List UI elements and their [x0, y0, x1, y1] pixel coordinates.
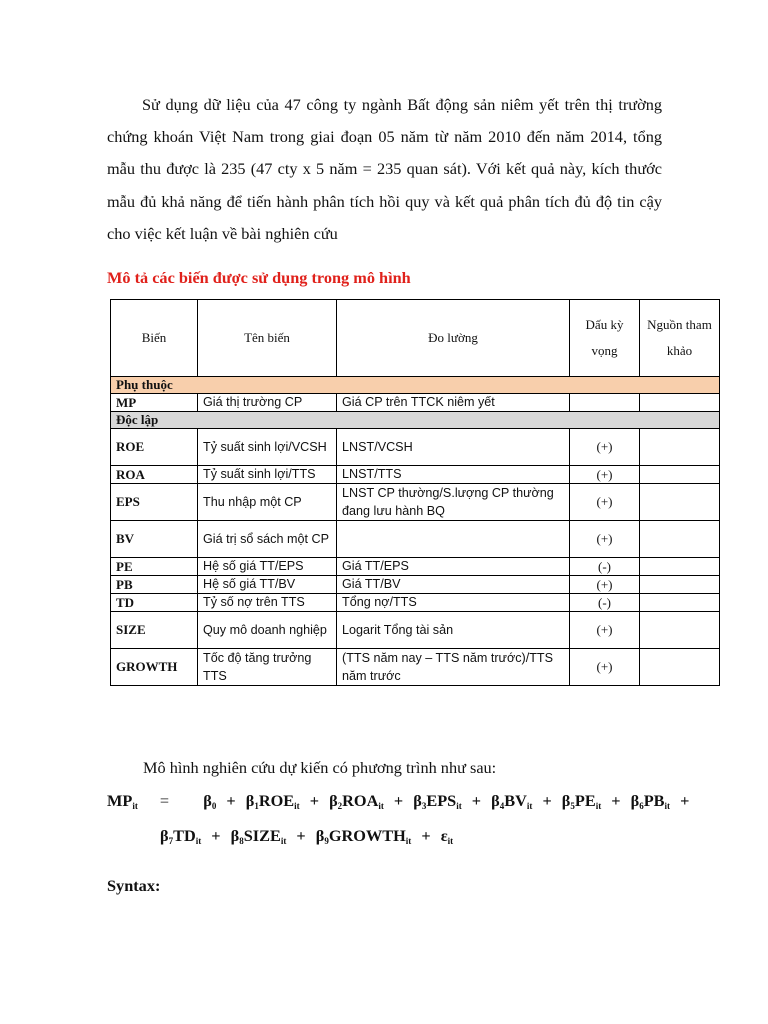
var-sign	[570, 394, 640, 412]
var-sign: (+)	[570, 649, 640, 686]
var-source	[640, 521, 720, 558]
variables-table	[110, 299, 720, 686]
model-intro: Mô hình nghiên cứu dự kiến có phương trình như sau:	[143, 758, 497, 777]
var-source	[640, 484, 720, 521]
var-sign: (+)	[570, 466, 640, 484]
var-source	[640, 394, 720, 412]
var-name: Tốc độ tăng trưởng TTS	[198, 649, 337, 686]
var-code: TD	[111, 594, 198, 612]
var-code: SIZE	[111, 612, 198, 649]
table-row	[111, 594, 720, 612]
syntax-label: Syntax:	[107, 876, 161, 895]
equation-line-2: $\beta_7TD_{it}$ + $\beta_8SIZE_{it}$ + $\beta_9GROWTH_{it} + \varepsilon_{it}$	[160, 826, 454, 846]
table-row	[111, 521, 720, 558]
var-measure: Giá CP trên TTCK niêm yết	[337, 394, 570, 412]
var-sign: (-)	[570, 558, 640, 576]
var-name: Giá trị sổ sách một CP	[198, 521, 337, 558]
var-name: Tỷ số nợ trên TTS	[198, 594, 337, 612]
group-dependent-label: Phụ thuộc	[111, 377, 720, 394]
var-measure: Tổng nợ/TTS	[337, 594, 570, 612]
var-measure: Giá TT/BV	[337, 576, 570, 594]
var-measure	[337, 521, 570, 558]
group-independent-label: Độc lập	[111, 412, 720, 429]
var-source	[640, 594, 720, 612]
header-dau-ky-vong: Dấu kỳ vọng	[570, 300, 640, 377]
var-name: Hệ số giá TT/EPS	[198, 558, 337, 576]
var-code: PE	[111, 558, 198, 576]
header-do-luong: Đo lường	[337, 300, 570, 377]
var-sign: (+)	[570, 484, 640, 521]
var-measure: LNST/VCSH	[337, 429, 570, 466]
var-source	[640, 612, 720, 649]
table-row	[111, 484, 720, 521]
var-measure: Logarit Tổng tài sản	[337, 612, 570, 649]
var-code: ROA	[111, 466, 198, 484]
table-row	[111, 649, 720, 686]
var-measure: LNST/TTS	[337, 466, 570, 484]
group-independent-row	[111, 412, 720, 429]
var-code: ROE	[111, 429, 198, 466]
var-source	[640, 429, 720, 466]
var-code: PB	[111, 576, 198, 594]
var-code: MP	[111, 394, 198, 412]
var-code: GROWTH	[111, 649, 198, 686]
var-code: BV	[111, 521, 198, 558]
table-row	[111, 394, 720, 412]
table-row	[111, 576, 720, 594]
var-sign: (+)	[570, 429, 640, 466]
section-title: Mô tả các biến được sử dụng trong mô hình	[107, 268, 411, 287]
var-source	[640, 649, 720, 686]
var-measure: Giá TT/EPS	[337, 558, 570, 576]
var-sign: (+)	[570, 612, 640, 649]
var-name: Tỷ suất sinh lợi/TTS	[198, 466, 337, 484]
var-sign: (-)	[570, 594, 640, 612]
var-source	[640, 558, 720, 576]
header-nguon-tham-khao: Nguồn tham khảo	[640, 300, 720, 377]
var-name: Quy mô doanh nghiệp	[198, 612, 337, 649]
intro-paragraph: Sử dụng dữ liệu của 47 công ty ngành Bất động sản niêm yết trên thị trường chứng khoán Việt Nam trong giai đoạn 05 năm từ năm 2010 đến năm 2014, tổng mẫu thu được là 235 (47 cty x 5 năm = 235 quan sát). Với kết quả này, kích thước mẫu đủ khả năng để tiến hành phân tích hồi quy và kết quả phân tích đủ độ tin cậy cho việc kết luận về bài nghiên cứu	[107, 95, 662, 243]
var-source	[640, 576, 720, 594]
var-name: Giá thị trường CP	[198, 394, 337, 412]
var-source	[640, 466, 720, 484]
header-ten-bien: Tên biến	[198, 300, 337, 377]
var-sign: (+)	[570, 576, 640, 594]
var-measure: (TTS năm nay – TTS năm trước)/TTS năm trước	[337, 649, 570, 686]
var-measure: LNST CP thường/S.lượng CP thường đang lưu hành BQ	[337, 484, 570, 521]
var-name: Thu nhập một CP	[198, 484, 337, 521]
var-sign: (+)	[570, 521, 640, 558]
equation-line-1: $MP_{it} = \beta_0 + \beta_1ROE_{it} + \beta_2ROA_{it} + \beta_3EPS_{it} + \beta_4BV_{it} + \beta_5PE_{it} + \beta_6PB_{it}$ +	[107, 791, 690, 811]
table-row	[111, 612, 720, 649]
var-code: EPS	[111, 484, 198, 521]
table-row	[111, 429, 720, 466]
var-name: Hệ số giá TT/BV	[198, 576, 337, 594]
table-row	[111, 466, 720, 484]
table-row	[111, 558, 720, 576]
group-dependent-row	[111, 377, 720, 394]
var-name: Tỷ suất sinh lợi/VCSH	[198, 429, 337, 466]
table-header-row	[111, 300, 720, 377]
header-bien: Biến	[111, 300, 198, 377]
